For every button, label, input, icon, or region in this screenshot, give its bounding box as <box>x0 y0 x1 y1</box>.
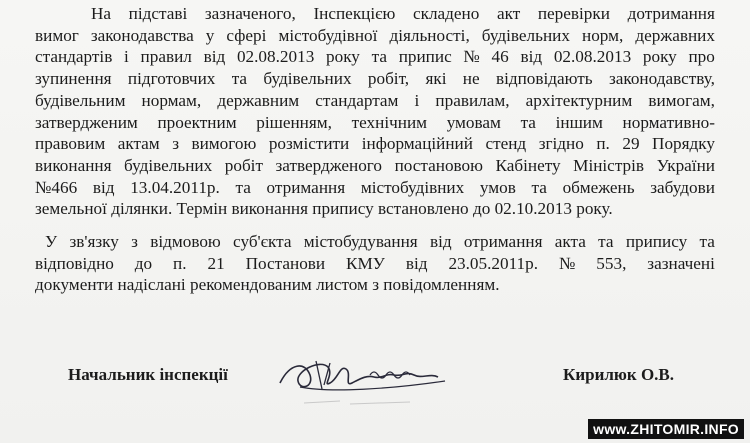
text-line: У зв'язку з відмовою суб'єкта містобудування від отримання акта та припису та <box>45 232 715 251</box>
text-line: відповідно до п. 21 Постанови КМУ від 23.05.2011р. № 553, зазначені <box>35 253 715 273</box>
signatory-name: Кирилюк О.В. <box>563 365 675 384</box>
paragraph-1 <box>35 3 715 220</box>
signatory-title: Начальник інспекції <box>68 365 228 384</box>
text-line: зупинення підготовчих та будівельних робіт, які не відповідають законодавству, <box>35 69 715 89</box>
signature-row <box>0 359 750 399</box>
text-line: земельної ділянки. Термін виконання припису встановлено до 02.10.2013 року. <box>35 199 613 219</box>
paragraph-2 <box>35 231 715 296</box>
text-line: На підставі зазначеного, Інспекцією складено акт перевірки дотримання <box>91 4 715 23</box>
faint-stamp-marks <box>300 395 420 409</box>
site-watermark: www.ZHITOMIR.INFO <box>588 419 744 439</box>
handwritten-signature <box>270 353 470 397</box>
text-line: правовим актам з вимогою розмістити інформаційний стенд згідно п. 29 Порядку <box>35 134 715 154</box>
text-line: стандартів і правил від 02.08.2013 року та припис № 46 від 02.08.2013 року про <box>35 47 715 67</box>
text-line: будівельним нормам, державним стандартам і правилам, архітектурним вимогам, <box>35 90 715 110</box>
text-line: виконання будівельних робіт затвердженого постановою Кабінету Міністрів України <box>35 155 715 175</box>
text-line: вимог законодавства у сфері містобудівної діяльності, будівельних норм, державних <box>35 25 715 45</box>
text-line: документи надіслані рекомендованим листом з повідомленням. <box>35 275 500 295</box>
text-line: №466 від 13.04.2011р. та отримання містобудівних умов та обмежень забудови <box>35 177 715 197</box>
text-line: затвердженим проектним рішенням, технічним умовам та іншим нормативно- <box>35 112 715 132</box>
